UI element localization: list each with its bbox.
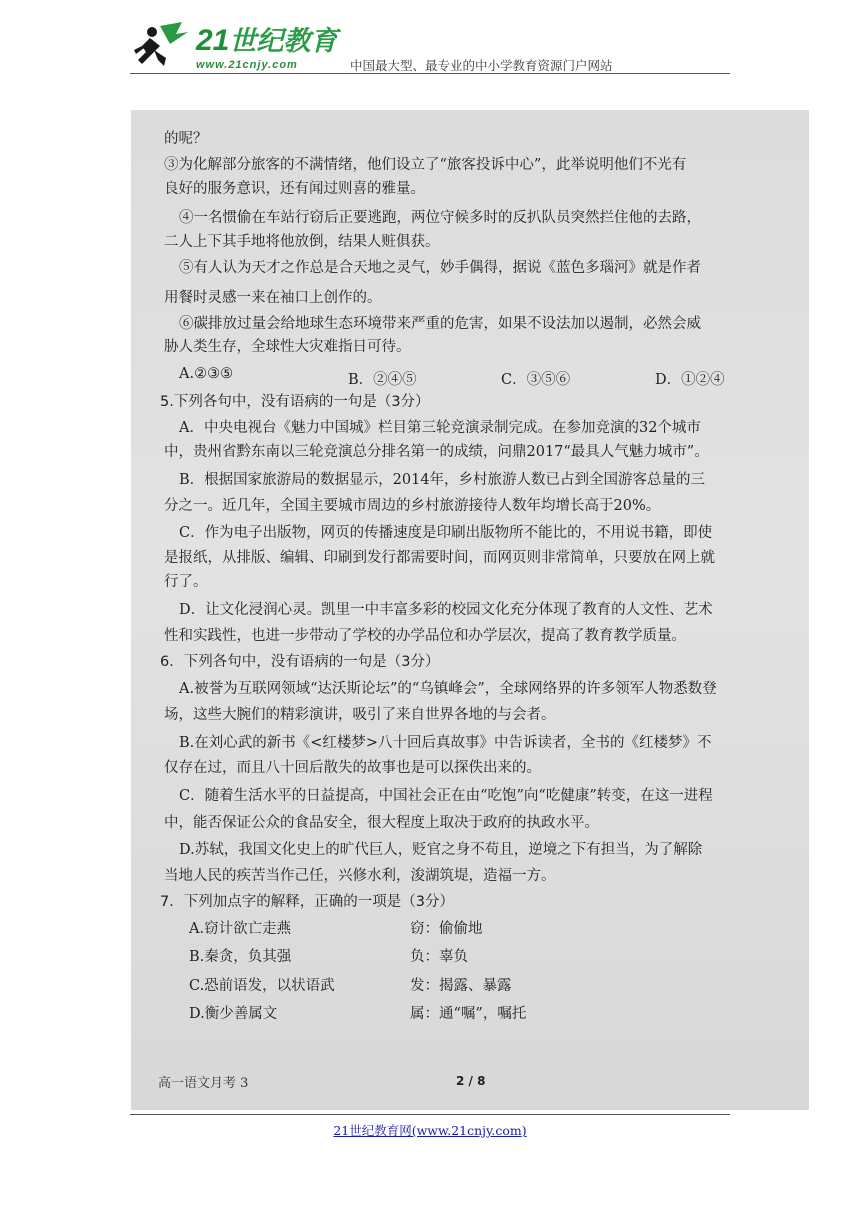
q7-item-c-text: C.恐前语发，以状语武 [189, 978, 335, 994]
q4-option-c: C．③⑤⑥ [501, 372, 571, 388]
text-line: 性和实践性，也进一步带动了学校的办学品位和办学层次，提高了教育教学质量。 [164, 628, 686, 644]
q5-option-d: D．让文化浸润心灵。凯里一中丰富多彩的校园文化充分体现了教育的人文性、艺术 [179, 602, 713, 618]
page-number: 2 / 8 [456, 1074, 486, 1088]
q6-option-c: C．随着生活水平的日益提高，中国社会正在由“吃饱”向“吃健康”转变，在这一进程 [179, 788, 713, 804]
q7-item-d-gloss: 属：通“嘱”，嘱托 [410, 1006, 527, 1022]
text-line: 分之一。近几年，全国主要城市周边的乡村旅游接待人数年均增长高于20%。 [164, 498, 661, 514]
text-line: 当地人民的疾苦当作己任，兴修水利，浚湖筑堤，造福一方。 [164, 868, 556, 884]
text-line: ④一名惯偷在车站行窃后正要逃跑，两位守候多时的反扒队员突然拦住他的去路， [179, 210, 701, 226]
site-logo[interactable] [130, 18, 340, 74]
q7-item-a-text: A.窃计欲亡走燕 [189, 921, 292, 937]
text-line: ⑤有人认为天才之作总是合天地之灵气，妙手偶得，据说《蓝色多瑙河》就是作者 [179, 260, 701, 276]
q6-title: 6．下列各句中，没有语病的一句是（3分） [160, 654, 440, 670]
text-line: 是报纸，从排版、编辑、印刷到发行都需要时间，而网页则非常简单，只要放在网上就 [164, 550, 715, 566]
text-line: 胁人类生存，全球性大灾难指日可待。 [164, 339, 411, 355]
q7-item-b-text: B.秦贪，负其强 [189, 949, 292, 965]
header-slogan: 中国最大型、最专业的中小学教育资源门户网站 [350, 58, 613, 73]
text-line: 二人上下其手地将他放倒，结果人赃俱获。 [164, 234, 440, 250]
text-line: 中，贵州省黔东南以三轮竞演总分排名第一的成绩，问鼎2017“最具人气魅力城市”。 [164, 444, 709, 460]
q4-option-d: D．①②④ [655, 372, 725, 388]
header-divider [130, 73, 730, 74]
logo-url: www.21cnjy.com [196, 59, 298, 71]
text-line: ③为化解部分旅客的不满情绪，他们设立了“旅客投诉中心”，此举说明他们不光有 [164, 157, 687, 173]
text-line: 中，能否保证公众的食品安全，很大程度上取决于政府的执政水平。 [164, 815, 599, 831]
q6-option-b: B.在刘心武的新书《<红楼梦>八十回后真故事》中告诉读者，全书的《红楼梦》不 [179, 735, 712, 751]
q5-option-a: A．中央电视台《魅力中国城》栏目第三轮竞演录制完成。在参加竞演的32个城市 [179, 420, 701, 436]
site-header [130, 18, 730, 74]
footer-site-link[interactable]: 21世纪教育网(www.21cnjy.com) [333, 1123, 527, 1138]
text-line: 的呢？ [164, 131, 208, 147]
q7-title: 7．下列加点字的解释，正确的一项是（3分） [160, 894, 454, 910]
q7-item-b-gloss: 负：辜负 [410, 949, 468, 965]
q6-option-a: A.被誉为互联网领域“达沃斯论坛”的“乌镇峰会”，全球网络界的许多领军人物悉数登 [179, 681, 717, 697]
scanned-exam-page [131, 110, 809, 1110]
runner-logo-icon [130, 20, 194, 72]
q6-option-d: D.苏轼，我国文化史上的旷代巨人，贬官之身不苟且，逆境之下有担当，为了解除 [179, 842, 703, 858]
q4-option-b: B．②④⑤ [348, 372, 417, 388]
text-line: 仅存在过，而且八十回后散失的故事也是可以探佚出来的。 [164, 760, 541, 776]
text-line: 用餐时灵感一来在袖口上创作的。 [164, 290, 382, 306]
q7-item-c-gloss: 发：揭露、暴露 [410, 978, 512, 994]
footer-divider [130, 1114, 730, 1115]
q4-option-a: A.②③⑤ [179, 366, 234, 382]
text-line: 场，这些大腕们的精彩演讲，吸引了来自世界各地的与会者。 [164, 707, 556, 723]
exam-footer-label: 高一语文月考 3 [158, 1076, 249, 1091]
text-line: ⑥碳排放过量会给地球生态环境带来严重的危害，如果不设法加以遏制，必然会威 [179, 316, 701, 332]
text-line: 良好的服务意识，还有闻过则喜的雅量。 [164, 181, 425, 197]
q5-option-c: C．作为电子出版物，网页的传播速度是印刷出版物所不能比的，不用说书籍，即使 [179, 525, 713, 541]
logo-wordmark: 21世纪教育 [196, 24, 338, 57]
q7-item-a-gloss: 窃：偷偷地 [410, 921, 483, 937]
q5-title: 5.下列各句中，没有语病的一句是（3分） [160, 394, 430, 410]
q5-option-b: B．根据国家旅游局的数据显示，2014年，乡村旅游人数已占到全国游客总量的三 [179, 472, 706, 488]
text-line: 行了。 [164, 574, 208, 590]
q7-item-d-text: D.衡少善属文 [189, 1006, 278, 1022]
